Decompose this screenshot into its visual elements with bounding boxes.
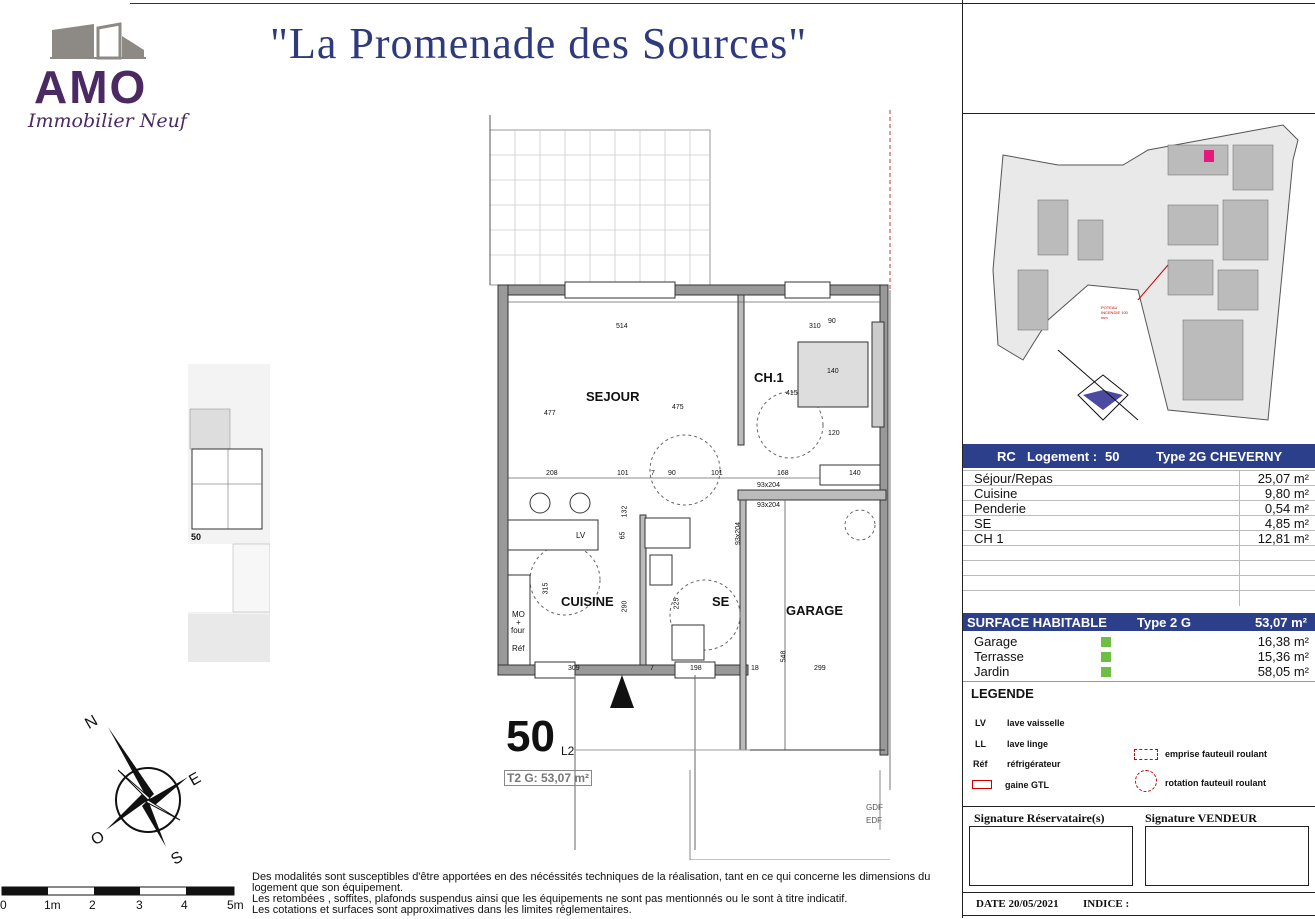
dim-225: 225 xyxy=(673,597,681,610)
lot-number: 50 xyxy=(506,712,555,761)
logo xyxy=(48,18,148,60)
room-row xyxy=(963,485,1315,501)
room-ch1-label: CH.1 xyxy=(754,370,784,385)
footnote-line-4: Les cotations et surfaces sont approximatives dans les limites réglementaires. xyxy=(252,904,632,916)
legend-code: LV xyxy=(975,718,986,728)
dim-90a: 90 xyxy=(828,318,836,325)
dim-93c: 93x204 xyxy=(734,522,742,545)
empty-row xyxy=(963,590,1315,606)
annex-label: Jardin xyxy=(974,664,1010,679)
logement-label: Logement : xyxy=(1027,449,1098,464)
date: DATE 20/05/2021 xyxy=(976,898,1059,910)
signature-vendeur-label: Signature VENDEUR xyxy=(1145,811,1257,825)
room-row xyxy=(963,515,1315,531)
legend-emprise: emprise fauteuil roulant xyxy=(1165,749,1268,759)
key-plan-thumbnail xyxy=(188,364,270,662)
room-sejour-label: SEJOUR xyxy=(586,389,640,404)
dim-101a: 101 xyxy=(617,470,629,477)
site-plan xyxy=(968,120,1313,438)
dim-7b: 7 xyxy=(650,665,654,672)
scale-label-1m: 1m xyxy=(44,898,61,912)
dim-93a: 93x204 xyxy=(757,482,780,489)
gtl-icon xyxy=(972,780,992,789)
dim-514: 514 xyxy=(616,323,628,330)
logo-building-icon xyxy=(48,18,148,60)
annex-row xyxy=(963,649,1315,664)
dim-198: 198 xyxy=(690,665,702,672)
dim-140b: 140 xyxy=(849,470,861,477)
signature-reservataire-box[interactable] xyxy=(969,826,1133,886)
dim-309: 309 xyxy=(568,665,580,672)
surface-type: Type 2 G xyxy=(1137,615,1191,630)
footnote xyxy=(252,872,952,916)
dim-140a: 140 xyxy=(827,368,839,375)
legend-text: lave linge xyxy=(1007,739,1049,749)
dim-548: 548 xyxy=(780,650,788,663)
key-plan-lot: 50 xyxy=(191,532,202,542)
fixture-plus: + xyxy=(516,618,521,627)
room-label: CH 1 xyxy=(974,531,1004,546)
dim-310: 310 xyxy=(809,323,821,330)
annex-label: Garage xyxy=(974,634,1018,649)
info-panel xyxy=(962,0,1315,918)
dim-415: 415 xyxy=(786,390,798,397)
project-title: "La Promenade des Sources" xyxy=(270,19,808,68)
top-rule xyxy=(130,3,962,4)
footnote-line-2: logement que son équipement. xyxy=(252,882,404,894)
green-swatch-icon xyxy=(1101,637,1111,647)
compass-s: S xyxy=(168,848,186,869)
surface-label: SURFACE HABITABLE xyxy=(967,615,1107,630)
dim-475: 475 xyxy=(672,404,684,411)
legend-text: lave vaisselle xyxy=(1007,718,1065,728)
fixture-four: four xyxy=(511,626,525,635)
rotation-icon xyxy=(1135,770,1157,792)
scale-bar xyxy=(0,884,250,898)
dim-18: 18 xyxy=(751,665,759,672)
dim-90b: 90 xyxy=(668,470,676,477)
lot-level: L2 xyxy=(561,744,575,758)
room-label: SE xyxy=(974,516,992,531)
dim-120: 120 xyxy=(828,430,840,437)
logement-level: RC xyxy=(997,449,1016,464)
network-edf: EDF xyxy=(866,816,882,825)
lot-area-badge: T2 G: 53,07 m² xyxy=(504,770,592,786)
surface-area: 53,07 m² xyxy=(1254,615,1307,630)
compass-o: O xyxy=(88,828,108,850)
footnote-line-3: Les retombées , soffites, plafonds suspendus ainsi que les équipements ne sont pas mentionnés ou le sont à titre indicatif. xyxy=(252,893,848,905)
room-se-label: SE xyxy=(712,594,730,609)
room-row xyxy=(963,530,1315,546)
room-area: 4,85 m² xyxy=(1264,516,1309,531)
room-label: Cuisine xyxy=(974,486,1018,501)
scale-label-3: 3 xyxy=(136,898,143,912)
scale-label-4: 4 xyxy=(181,898,188,912)
emprise-icon xyxy=(1134,749,1158,760)
green-swatch-icon xyxy=(1101,652,1111,662)
compass-n: N xyxy=(82,712,101,733)
logement-header xyxy=(963,444,1315,468)
annex-label: Terrasse xyxy=(974,649,1024,664)
signature-vendeur-box[interactable] xyxy=(1145,826,1309,886)
logo-tagline: Immobilier Neuf xyxy=(28,110,187,132)
compass-e: E xyxy=(186,769,204,790)
legend-title: LEGENDE xyxy=(971,686,1034,701)
scale-label-5m: 5m xyxy=(227,898,244,912)
indice: INDICE : xyxy=(1083,898,1130,910)
dim-7a: 7 xyxy=(651,470,655,477)
logement-type: Type 2G CHEVERNY xyxy=(1156,449,1283,464)
logo-name: AMO xyxy=(34,61,148,113)
dim-208: 208 xyxy=(546,470,558,477)
fixture-mo: MO xyxy=(512,610,525,619)
surface-habitable-bar xyxy=(963,613,1315,631)
dim-477: 477 xyxy=(544,410,556,417)
green-swatch-icon xyxy=(1101,667,1111,677)
annex-area: 15,36 m² xyxy=(1257,649,1309,664)
room-area: 25,07 m² xyxy=(1257,471,1309,486)
empty-row xyxy=(963,575,1315,591)
room-area: 9,80 m² xyxy=(1264,486,1309,501)
dim-93b: 93x204 xyxy=(757,502,780,509)
legend-code: Réf xyxy=(973,759,988,769)
dim-132: 132 xyxy=(621,505,629,518)
fixture-lv: LV xyxy=(576,531,586,540)
room-label: Penderie xyxy=(974,501,1027,516)
legend-text: réfrigérateur xyxy=(1007,759,1061,769)
dim-299: 299 xyxy=(814,665,826,672)
legend-rotation: rotation fauteuil roulant xyxy=(1165,778,1266,788)
room-area: 0,54 m² xyxy=(1264,501,1309,516)
room-row xyxy=(963,500,1315,516)
dim-168: 168 xyxy=(777,470,789,477)
dim-315: 315 xyxy=(542,582,550,595)
empty-row xyxy=(963,545,1315,561)
room-area: 12,81 m² xyxy=(1257,531,1309,546)
annex-row xyxy=(963,634,1315,649)
legend-code: LL xyxy=(975,739,986,749)
room-label: Séjour/Repas xyxy=(974,471,1053,486)
site-plan-note: POTEAU INCENDIE 100 mm xyxy=(1101,305,1128,320)
logement-number: 50 xyxy=(1105,449,1120,464)
annex-area: 16,38 m² xyxy=(1257,634,1309,649)
annex-area: 58,05 m² xyxy=(1257,664,1309,679)
signature-reservataire-label: Signature Réservataire(s) xyxy=(974,811,1105,825)
dim-290: 290 xyxy=(621,600,629,613)
dim-65: 65 xyxy=(619,531,627,540)
room-garage-label: GARAGE xyxy=(786,603,844,618)
lower-parcel xyxy=(680,770,895,860)
room-row xyxy=(963,470,1315,486)
annex-row xyxy=(963,664,1315,679)
empty-row xyxy=(963,560,1315,576)
legend-text: gaine GTL xyxy=(1005,780,1050,790)
scale-label-2: 2 xyxy=(89,898,96,912)
scale-label-0: 0 xyxy=(0,898,7,912)
room-cuisine-label: CUISINE xyxy=(561,594,614,609)
footnote-line-1: Des modalités sont susceptibles d'être apportées en des nécéssités techniques de la réalisation, tant en ce qui concerne les dimensions du xyxy=(252,871,931,883)
fixture-ref: Réf xyxy=(512,644,525,653)
network-gdf: GDF xyxy=(866,803,883,812)
dim-101b: 101 xyxy=(711,470,723,477)
